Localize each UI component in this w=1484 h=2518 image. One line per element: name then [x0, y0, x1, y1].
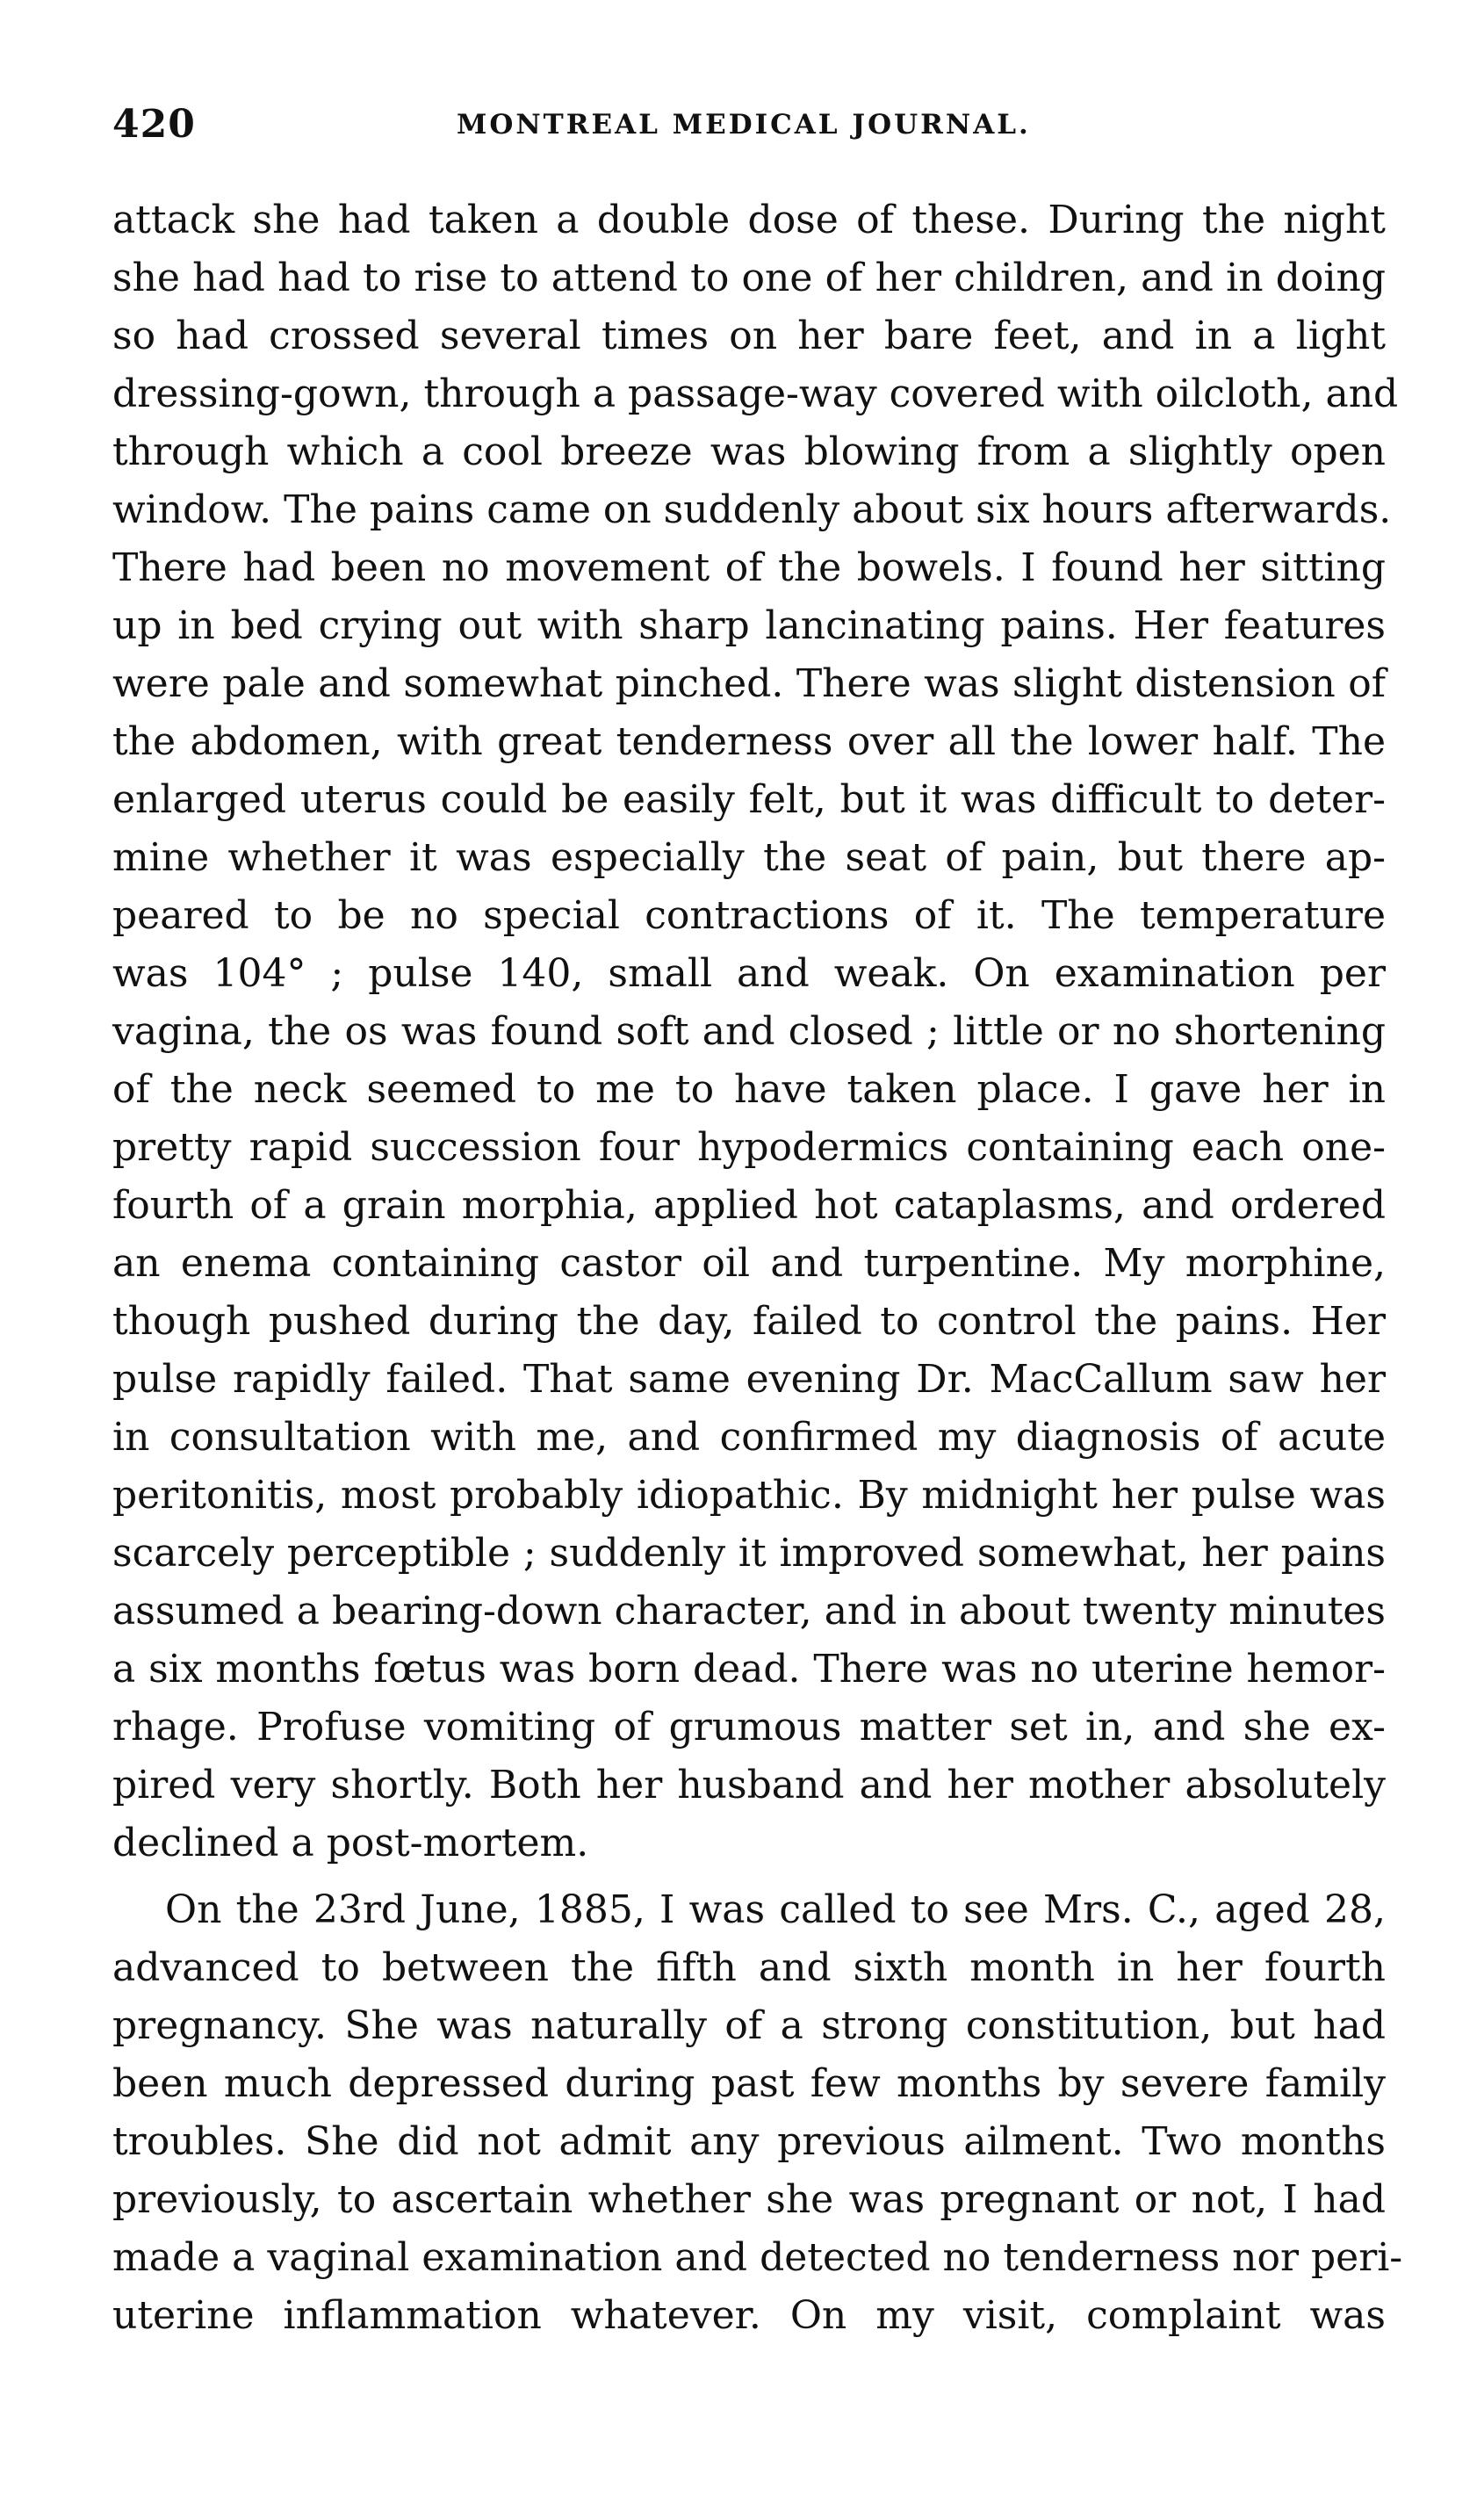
- text-line: up in bed crying out with sharp lancinating pains. Her features: [112, 603, 1386, 648]
- text-line: assumed a bearing-down character, and in about twenty minutes: [112, 1589, 1386, 1634]
- text-line: pired very shortly. Both her husband and her mother absolutely: [112, 1763, 1386, 1807]
- text-line: in consultation with me, and confirmed my diagnosis of acute: [112, 1415, 1386, 1460]
- text-line: pretty rapid succession four hypodermics containing each one-: [112, 1125, 1386, 1170]
- text-line: uterine inflammation whatever. On my visit, complaint was: [112, 2293, 1386, 2338]
- text-line: vagina, the os was found soft and closed ; little or no shortening: [112, 1009, 1386, 1054]
- text-line: window. The pains came on suddenly about six hours afterwards.: [112, 487, 1392, 532]
- text-line: peared to be no special contractions of it. The temperature: [112, 893, 1386, 938]
- text-line: a six months fœtus was born dead. There was no uterine hemor-: [112, 1647, 1386, 1692]
- text-line: previously, to ascertain whether she was pregnant or not, I had: [112, 2177, 1386, 2222]
- text-line: troubles. She did not admit any previous ailment. Two months: [112, 2119, 1386, 2164]
- journal-title: MONTREAL MEDICAL JOURNAL.: [457, 109, 1031, 141]
- text-line: the abdomen, with great tenderness over all the lower half. The: [112, 719, 1386, 764]
- text-line: There had been no movement of the bowels. I found her sitting: [112, 545, 1386, 590]
- text-line: were pale and somewhat pinched. There was slight distension of: [112, 661, 1386, 706]
- text-line: enlarged uterus could be easily felt, but it was difficult to deter-: [112, 777, 1386, 822]
- text-line: rhage. Profuse vomiting of grumous matter set in, and she ex-: [112, 1705, 1386, 1750]
- text-line: pregnancy. She was naturally of a strong constitution, but had: [112, 2003, 1386, 2048]
- text-line: mine whether it was especially the seat of pain, but there ap-: [112, 835, 1386, 880]
- text-line: made a vaginal examination and detected no tenderness nor peri-: [112, 2235, 1403, 2280]
- text-line: On the 23rd June, 1885, I was called to see Mrs. C., aged 28,: [165, 1887, 1386, 1932]
- text-line: fourth of a grain morphia, applied hot cataplasms, and ordered: [112, 1183, 1386, 1228]
- text-line: pulse rapidly failed. That same evening Dr. MacCallum saw her: [112, 1357, 1386, 1402]
- text-line: been much depressed during past few months by severe family: [112, 2061, 1386, 2106]
- text-line: scarcely perceptible ; suddenly it improved somewhat, her pains: [112, 1531, 1386, 1576]
- text-line: declined a post-mortem.: [112, 1821, 589, 1865]
- text-line: advanced to between the fifth and sixth month in her fourth: [112, 1945, 1386, 1990]
- text-line: she had had to rise to attend to one of her children, and in doing: [112, 256, 1386, 300]
- text-line: dressing-gown, through a passage-way covered with oilcloth, and: [112, 372, 1399, 416]
- text-line: through which a cool breeze was blowing from a slightly open: [112, 429, 1386, 474]
- text-line: though pushed during the day, failed to control the pains. Her: [112, 1299, 1386, 1344]
- text-line: attack she had taken a double dose of these. During the night: [112, 198, 1386, 242]
- text-line: of the neck seemed to me to have taken place. I gave her in: [112, 1067, 1386, 1112]
- running-head: [112, 98, 1412, 151]
- text-line: was 104° ; pulse 140, small and weak. On examination per: [112, 951, 1386, 996]
- text-line: peritonitis, most probably idiopathic. By midnight her pulse was: [112, 1473, 1386, 1518]
- text-line: so had crossed several times on her bare feet, and in a light: [112, 314, 1386, 358]
- page-number: 420: [112, 102, 196, 147]
- text-line: an enema containing castor oil and turpentine. My morphine,: [112, 1241, 1386, 1286]
